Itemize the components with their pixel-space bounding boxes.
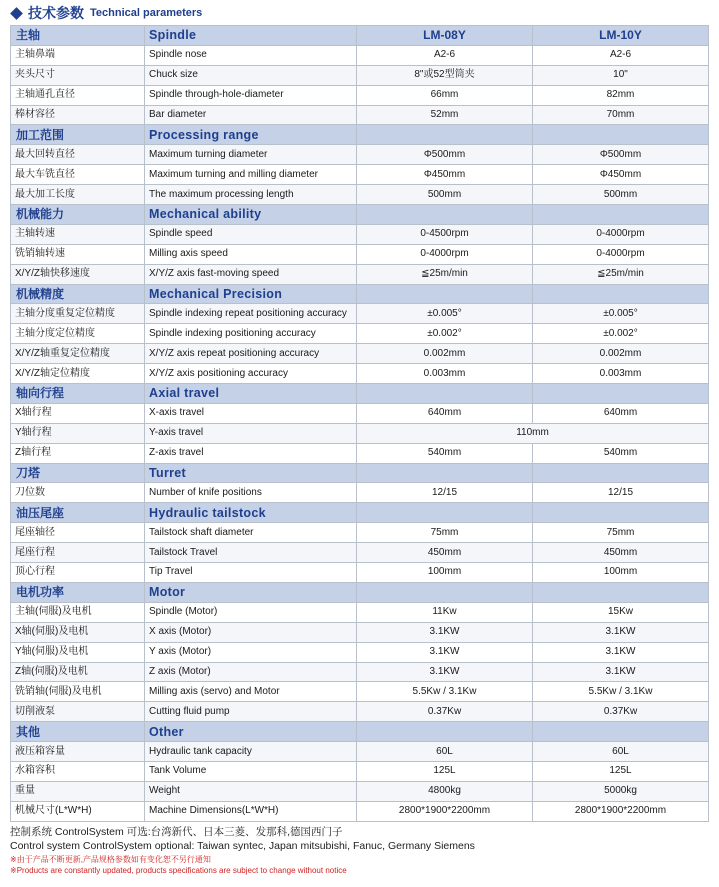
param-name-en: Spindle through-hole-diameter	[145, 85, 357, 105]
param-name-cn: 最大车铣直径	[11, 165, 145, 185]
param-name-en: Maximum turning and milling diameter	[145, 165, 357, 185]
param-name-cn: 尾座轴径	[11, 523, 145, 543]
param-value-b: A2-6	[533, 45, 709, 65]
param-value-a: 3.1KW	[357, 622, 533, 642]
param-value-a: A2-6	[357, 45, 533, 65]
param-value-b: 5.5Kw / 3.1Kw	[533, 682, 709, 702]
diamond-bullet-icon	[10, 7, 23, 20]
param-value-b: Φ450mm	[533, 165, 709, 185]
param-name-en: Tailstock shaft diameter	[145, 523, 357, 543]
section-header	[11, 26, 709, 46]
table-row	[11, 224, 709, 244]
param-value-a: 3.1KW	[357, 642, 533, 662]
param-name-en: Spindle nose	[145, 45, 357, 65]
technical-parameters-table	[10, 25, 709, 822]
section-title-cn: 刀塔	[11, 463, 145, 483]
param-name-en: Spindle indexing repeat positioning accuracy	[145, 304, 357, 324]
param-name-cn: Y轴行程	[11, 423, 145, 443]
param-name-cn: Z轴行程	[11, 443, 145, 463]
param-value-a: 500mm	[357, 185, 533, 205]
param-value-b: 3.1KW	[533, 622, 709, 642]
param-value-b: 12/15	[533, 483, 709, 503]
param-name-cn: 铣销轴(伺服)及电机	[11, 682, 145, 702]
table-row	[11, 662, 709, 682]
param-value-b: 3.1KW	[533, 662, 709, 682]
page-title	[9, 3, 202, 23]
param-name-en: Chuck size	[145, 65, 357, 85]
param-name-cn: 铣销轴转速	[11, 244, 145, 264]
param-name-cn: 主轴转速	[11, 224, 145, 244]
section-title-en: Turret	[145, 463, 357, 483]
section-title-en: Other	[145, 722, 357, 742]
param-name-cn: 顶心行程	[11, 563, 145, 583]
model-header-a	[357, 205, 533, 225]
param-name-en: Milling axis (servo) and Motor	[145, 682, 357, 702]
section-title-cn: 主轴	[11, 26, 145, 46]
param-value-b: 70mm	[533, 105, 709, 125]
model-header-b: LM-10Y	[533, 26, 709, 46]
section-title-cn: 机械能力	[11, 205, 145, 225]
param-value-b: 500mm	[533, 185, 709, 205]
param-value-a: 4800kg	[357, 781, 533, 801]
table-row	[11, 443, 709, 463]
table-row	[11, 682, 709, 702]
param-name-en: Number of knife positions	[145, 483, 357, 503]
section-title-cn: 轴向行程	[11, 384, 145, 404]
param-value-b: 0-4000rpm	[533, 224, 709, 244]
param-value-b: 15Kw	[533, 602, 709, 622]
param-name-en: Y axis (Motor)	[145, 642, 357, 662]
param-name-en: X/Y/Z axis positioning accuracy	[145, 364, 357, 384]
param-name-en: X/Y/Z axis fast-moving speed	[145, 264, 357, 284]
param-name-en: Tip Travel	[145, 563, 357, 583]
table-row	[11, 642, 709, 662]
param-value-b: ±0.002°	[533, 324, 709, 344]
section-header	[11, 284, 709, 304]
param-value-b: 125L	[533, 761, 709, 781]
param-name-cn: 最大回转直径	[11, 145, 145, 165]
param-name-en: Tailstock Travel	[145, 543, 357, 563]
control-system-en: Control system ControlSystem optional: Taiwan syntec, Japan mitsubishi, Fanuc, Germany Siemens	[10, 840, 475, 852]
param-value-b: 82mm	[533, 85, 709, 105]
model-header-a: LM-08Y	[357, 26, 533, 46]
footer	[10, 825, 710, 876]
param-value-b: ≦25m/min	[533, 264, 709, 284]
param-value-b: 0-4000rpm	[533, 244, 709, 264]
param-value-a: 0.003mm	[357, 364, 533, 384]
table-row	[11, 543, 709, 563]
param-value-a: Φ500mm	[357, 145, 533, 165]
model-header-a	[357, 284, 533, 304]
param-value-b: Φ500mm	[533, 145, 709, 165]
model-header-b	[533, 503, 709, 523]
section-title-en: Spindle	[145, 26, 357, 46]
section-header	[11, 722, 709, 742]
table-row	[11, 602, 709, 622]
param-value-b: 540mm	[533, 443, 709, 463]
param-value-b: 0.002mm	[533, 344, 709, 364]
param-value-a: ≦25m/min	[357, 264, 533, 284]
table-row	[11, 761, 709, 781]
param-name-en: Spindle (Motor)	[145, 602, 357, 622]
param-value-a: 60L	[357, 742, 533, 762]
param-value-b: 640mm	[533, 403, 709, 423]
param-name-cn: 机械尺寸(L*W*H)	[11, 801, 145, 821]
model-header-b	[533, 205, 709, 225]
param-name-en: Milling axis speed	[145, 244, 357, 264]
table-row	[11, 65, 709, 85]
param-value-b: 5000kg	[533, 781, 709, 801]
param-value-a: 11Kw	[357, 602, 533, 622]
param-name-en: The maximum processing length	[145, 185, 357, 205]
section-title-en: Axial travel	[145, 384, 357, 404]
param-name-en: Tank Volume	[145, 761, 357, 781]
param-value-a: 450mm	[357, 543, 533, 563]
table-row	[11, 145, 709, 165]
param-value-b: 75mm	[533, 523, 709, 543]
section-header	[11, 503, 709, 523]
model-header-b	[533, 722, 709, 742]
param-value-b: 10"	[533, 65, 709, 85]
param-name-en: Cutting fluid pump	[145, 702, 357, 722]
param-value-a: ±0.005°	[357, 304, 533, 324]
param-value-shared: 110mm	[357, 423, 709, 443]
param-name-en: Z-axis travel	[145, 443, 357, 463]
param-name-en: X axis (Motor)	[145, 622, 357, 642]
param-name-cn: 重量	[11, 781, 145, 801]
table-row	[11, 483, 709, 503]
param-value-a: 12/15	[357, 483, 533, 503]
model-header-b	[533, 582, 709, 602]
param-name-en: Bar diameter	[145, 105, 357, 125]
model-header-b	[533, 125, 709, 145]
section-header	[11, 582, 709, 602]
table-row	[11, 324, 709, 344]
param-name-cn: 棒材容径	[11, 105, 145, 125]
table-row	[11, 563, 709, 583]
param-value-a: 100mm	[357, 563, 533, 583]
param-value-a: 75mm	[357, 523, 533, 543]
param-value-b: 0.37Kw	[533, 702, 709, 722]
table-row	[11, 523, 709, 543]
table-row	[11, 85, 709, 105]
param-name-en: Hydraulic tank capacity	[145, 742, 357, 762]
param-name-cn: X/Y/Z轴重复定位精度	[11, 344, 145, 364]
section-title-en: Mechanical Precision	[145, 284, 357, 304]
param-name-cn: Y轴(伺服)及电机	[11, 642, 145, 662]
param-name-cn: 刀位数	[11, 483, 145, 503]
table-row	[11, 801, 709, 821]
model-header-a	[357, 582, 533, 602]
param-name-cn: 主轴(伺服)及电机	[11, 602, 145, 622]
section-header	[11, 125, 709, 145]
param-value-b: 2800*1900*2200mm	[533, 801, 709, 821]
param-name-en: X/Y/Z axis repeat positioning accuracy	[145, 344, 357, 364]
notice-cn: ※由于产品不断更新,产品规格参数如有变化恕不另行通知	[10, 855, 211, 864]
param-name-en: Spindle speed	[145, 224, 357, 244]
param-value-a: 5.5Kw / 3.1Kw	[357, 682, 533, 702]
param-value-a: 8"或52型筒夹	[357, 65, 533, 85]
param-name-en: Weight	[145, 781, 357, 801]
param-name-cn: 主轴鼻端	[11, 45, 145, 65]
model-header-a	[357, 722, 533, 742]
table-row	[11, 244, 709, 264]
param-value-b: 0.003mm	[533, 364, 709, 384]
table-row	[11, 622, 709, 642]
section-title-en: Mechanical ability	[145, 205, 357, 225]
param-name-cn: 切削液泵	[11, 702, 145, 722]
section-title-en: Hydraulic tailstock	[145, 503, 357, 523]
notice-en: ※Products are constantly updated, products specifications are subject to change without notice	[10, 866, 347, 875]
param-name-cn: 液压箱容量	[11, 742, 145, 762]
section-title-en: Processing range	[145, 125, 357, 145]
param-name-cn: 主轴分度重复定位精度	[11, 304, 145, 324]
param-value-b: 450mm	[533, 543, 709, 563]
param-name-cn: 夹头尺寸	[11, 65, 145, 85]
param-value-a: 125L	[357, 761, 533, 781]
section-header	[11, 463, 709, 483]
model-header-a	[357, 503, 533, 523]
table-row	[11, 264, 709, 284]
param-value-a: 66mm	[357, 85, 533, 105]
param-name-cn: 水箱容积	[11, 761, 145, 781]
model-header-a	[357, 384, 533, 404]
param-value-a: ±0.002°	[357, 324, 533, 344]
param-name-cn: X/Y/Z轴定位精度	[11, 364, 145, 384]
section-title-cn: 电机功率	[11, 582, 145, 602]
param-name-cn: X轴行程	[11, 403, 145, 423]
section-header	[11, 384, 709, 404]
param-name-cn: 主轴通孔直径	[11, 85, 145, 105]
param-value-a: 0-4500rpm	[357, 224, 533, 244]
param-value-a: 0-4000rpm	[357, 244, 533, 264]
param-name-cn: 主轴分度定位精度	[11, 324, 145, 344]
param-name-cn: 最大加工长度	[11, 185, 145, 205]
table-row	[11, 364, 709, 384]
title-chinese: 技术参数	[28, 5, 84, 21]
section-title-cn: 其他	[11, 722, 145, 742]
model-header-b	[533, 463, 709, 483]
param-value-a: 2800*1900*2200mm	[357, 801, 533, 821]
model-header-a	[357, 463, 533, 483]
param-value-b: 3.1KW	[533, 642, 709, 662]
param-name-en: X-axis travel	[145, 403, 357, 423]
param-name-en: Maximum turning diameter	[145, 145, 357, 165]
param-value-b: ±0.005°	[533, 304, 709, 324]
param-name-en: Y-axis travel	[145, 423, 357, 443]
param-value-b: 60L	[533, 742, 709, 762]
param-name-en: Machine Dimensions(L*W*H)	[145, 801, 357, 821]
table-row	[11, 742, 709, 762]
table-row	[11, 781, 709, 801]
model-header-a	[357, 125, 533, 145]
section-title-cn: 油压尾座	[11, 503, 145, 523]
table-row	[11, 304, 709, 324]
section-title-cn: 机械精度	[11, 284, 145, 304]
param-value-a: Φ450mm	[357, 165, 533, 185]
table-row	[11, 403, 709, 423]
param-name-en: Z axis (Motor)	[145, 662, 357, 682]
table-row	[11, 185, 709, 205]
param-name-cn: X轴(伺服)及电机	[11, 622, 145, 642]
control-system-cn: 控制系统 ControlSystem 可选:台湾新代、日本三菱、发那科,德国西门子	[10, 826, 343, 838]
section-header	[11, 205, 709, 225]
param-value-b: 100mm	[533, 563, 709, 583]
param-value-a: 640mm	[357, 403, 533, 423]
model-header-b	[533, 284, 709, 304]
title-english: Technical parameters	[90, 7, 203, 19]
section-title-en: Motor	[145, 582, 357, 602]
model-header-b	[533, 384, 709, 404]
section-title-cn: 加工范围	[11, 125, 145, 145]
param-name-en: Spindle indexing positioning accuracy	[145, 324, 357, 344]
param-value-a: 3.1KW	[357, 662, 533, 682]
table-row	[11, 165, 709, 185]
table-row	[11, 344, 709, 364]
param-name-cn: Z轴(伺服)及电机	[11, 662, 145, 682]
table-row	[11, 423, 709, 443]
param-value-a: 0.002mm	[357, 344, 533, 364]
table-row	[11, 105, 709, 125]
table-row	[11, 45, 709, 65]
param-value-a: 52mm	[357, 105, 533, 125]
param-name-cn: X/Y/Z轴快移速度	[11, 264, 145, 284]
param-name-cn: 尾座行程	[11, 543, 145, 563]
param-value-a: 0.37Kw	[357, 702, 533, 722]
table-row	[11, 702, 709, 722]
param-value-a: 540mm	[357, 443, 533, 463]
